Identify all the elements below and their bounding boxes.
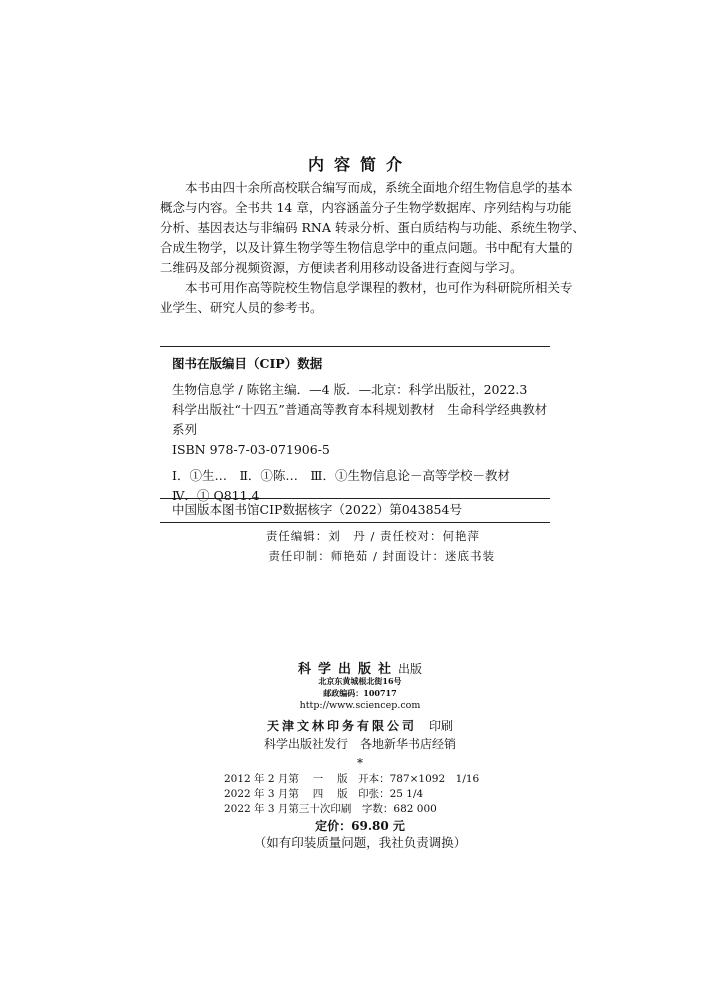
intro-line: 分析、基因表达与非编码 RNA 转录分析、蛋白质结构与功能、系统生物学、 [160,220,585,235]
price-line [0,817,720,834]
price-label: 定价： [315,819,352,833]
separator-star: * [357,756,363,770]
edition-printing: 2022 年 3 月第三十次印刷 字数：682 000 [224,803,437,815]
edition-block [224,772,479,817]
publisher-line [0,658,720,677]
publisher-postcode: 邮政编码：100717 [323,688,397,698]
cip-mid-rule [160,498,550,499]
price-value: 69.80 元 [351,819,405,833]
quality-note: （如有印装质量问题，我社负责调换） [253,835,467,850]
cip-title-line: 生物信息学 / 陈铭主编．—4 版．—北京：科学出版社，2022.3 [172,382,528,397]
cip-series-line: 科学出版社“十四五”普通高等教育本科规划教材 生命科学经典教材 [172,402,548,417]
printer-name: 天津文林印务有限公司 [266,719,417,733]
intro-line: 概念与内容。全书共 14 章，内容涵盖分子生物学数据库、序列结构与功能 [160,200,572,215]
intro-line: 本书可用作高等院校生物信息学课程的教材，也可作为科研院所相关专 [185,280,573,295]
intro-paragraph-2 [160,278,573,318]
printer-suffix: 印刷 [429,719,454,733]
publisher-address: 北京东黄城根北街16号 [318,676,402,686]
intro-paragraph-1 [160,178,585,278]
cip-bottom-rule [160,522,550,523]
cip-classification: Ⅰ．①生… Ⅱ．①陈… Ⅲ．①生物信息论－高等学校－教材 [172,468,510,483]
staff-editors: 责任编辑：刘 丹 / 责任校对：何艳萍 [265,529,480,543]
cip-series-line-cont: 系列 [172,422,198,437]
staff-block [160,526,550,566]
intro-title: 内容简介 [307,155,412,174]
cip-top-rule [160,346,550,347]
cip-block [172,354,552,506]
intro-line: 业学生、研究人员的参考书。 [160,300,323,315]
staff-production: 责任印制：师艳茹 / 封面设计：迷底书装 [268,549,495,563]
cip-record-block [172,500,552,520]
intro-line: 二维码及部分视频资源，方便读者利用移动设备进行查阅与学习。 [160,260,523,275]
cip-isbn: ISBN 978-7-03-071906-5 [172,442,330,457]
cip-heading: 图书在版编目（CIP）数据 [172,356,323,371]
intro-line: 合成生物学，以及计算生物学等生物信息学中的重点问题。书中配有大量的 [160,240,573,255]
cip-record: 中国版本图书馆CIP数据核字（2022）第043854号 [172,502,462,517]
cip-classification-code: Ⅳ．① Q811.4 [172,488,260,503]
publisher-logo: 科学出版社 [297,662,398,677]
intro-line: 本书由四十余所高校联合编写而成，系统全面地介绍生物信息学的基本 [185,180,573,195]
printer-line [0,717,720,734]
edition-fourth: 2022 年 3 月第 四 版 印张：25 1/4 [224,788,424,800]
distribution-line: 科学出版社发行 各地新华书店经销 [263,737,456,751]
publisher-suffix: 出版 [398,662,423,676]
publisher-url: http://www.sciencep.com [299,700,421,711]
edition-first: 2012 年 2 月第 一 版 开本：787×1092 1/16 [224,773,480,785]
